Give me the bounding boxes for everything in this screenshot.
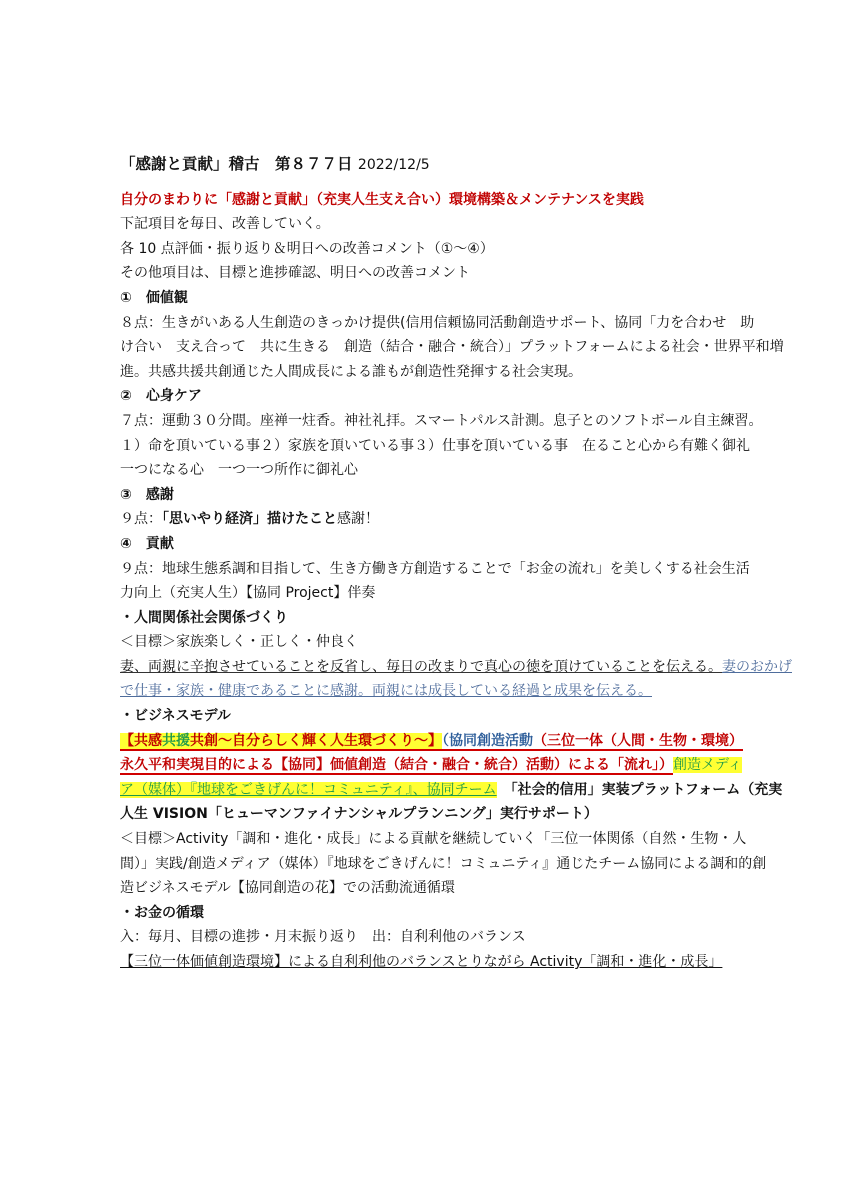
biz-kyoen: 共援: [162, 732, 190, 749]
business-goal-line: 間）」実践/創造メディア（媒体）『地球をごきげんに！コミュニティ』通じたチーム協同による調和的創: [120, 855, 767, 872]
business-goal-line: ＜目標＞Activity「調和・進化・成長」による貢献を継続していく「三位一体関係（自然・生物・人: [120, 831, 747, 848]
business-line-3: [120, 778, 783, 803]
section-contribution-line: 力向上（充実人生）【協同 Project】伴奏: [120, 585, 376, 602]
title-text: 「感謝と貢献」稽古 第８７７日: [120, 155, 353, 173]
section-contribution-line: ９点：地球生態系調和目指して、生き方働き方創造することで「お金の流れ」を美しくする社会生活: [120, 560, 750, 577]
biz-trinity: （三位一体（人間・生物・環境）: [533, 732, 743, 749]
section-values-line: け合い 支え合って 共に生きる 創造（結合・融合・統合）」プラットフォームによる社会・世界平和増: [120, 339, 784, 356]
money-balance: による自利利他のバランスとりながら Activity「調和・進化・成長」: [288, 954, 723, 970]
gratitude-suffix: 感謝！: [337, 511, 379, 528]
date-text: 2022/12/5: [357, 157, 430, 173]
relationships-thanks: 妻のおかげ: [722, 658, 792, 675]
relationships-reflection: 妻、両親に辛抱させていることを反省し、毎日の改まりで真心の徳を頂けていることを伝える。: [120, 658, 722, 675]
intro-line-3: その他項目は、目標と進捗確認、明日への改善コメント: [120, 265, 470, 282]
money-heading: ・お金の循環: [120, 904, 204, 921]
section-care-line: 一つになる心 一つ一つ所作に御礼心: [120, 462, 358, 479]
section-values-line: 進。共感共援共創通じた人間成長による誰もが創造性発揮する社会実現。: [120, 363, 582, 380]
biz-media-rest: ア（媒体）『地球をごきげんに！コミュニティ』、協同チーム: [120, 781, 497, 798]
business-model-heading: ・ビジネスモデル: [120, 708, 231, 725]
document-page: [120, 152, 792, 975]
section-gratitude-line: [120, 507, 740, 532]
biz-tagline: ～自分らしく輝く人生環づくり～】: [218, 732, 442, 749]
intro-line-2: 各 10 点評価・振り返り＆明日への改善コメント（①～④）: [120, 240, 494, 257]
page-title: [120, 152, 740, 178]
section-gratitude-heading: ③ 感謝: [120, 486, 174, 503]
relationships-goal: ＜目標＞家族楽しく・正しく・仲良く: [120, 634, 358, 651]
theme-line: 自分のまわりに「感謝と貢献」（充実人生支え合い）環境構築＆メンテナンスを実践: [120, 191, 644, 208]
money-environment: 【三位一体価値創造環境】: [120, 954, 288, 970]
business-line-2: [120, 753, 740, 778]
relationships-line: で仕事・家族・健康であることに感謝。両親には成長している経過と成果を伝える。: [120, 683, 652, 700]
biz-peace-purpose: 永久平和実現目的による【協同】価値創造（結合・融合・統合）活動）による「流れ」）: [120, 757, 673, 774]
gratitude-bold-text: 「思いやり経済」描けたこと: [162, 511, 337, 528]
business-line-1: [120, 729, 743, 754]
biz-bracket-open: 【共感: [120, 732, 162, 749]
money-line-1: 入：毎月、目標の進捗・月末振り返り 出：自利利他のバランス: [120, 929, 526, 946]
business-line-4: 人生 VISION「ヒューマンファイナンシャルプランニング」実行サポート）: [120, 806, 598, 823]
section-care-heading: ② 心身ケア: [120, 388, 202, 405]
biz-media-start: 創造メディ: [673, 757, 742, 774]
relationships-heading: ・人間関係社会関係づくり: [120, 609, 288, 626]
section-care-line: ７点：運動３０分間。座禅一炷香。神社礼拝。スマートパルス計測。息子とのソフトボール自主練習。: [120, 412, 763, 429]
section-values-line: ８点：生きがいある人生創造のきっかけ提供(信用信頼協同活動創造サポート、協同「力を合わせ 助: [120, 314, 755, 331]
intro-line-1: 下記項目を毎日、改善していく。: [120, 216, 330, 233]
biz-kyoso: 共創: [190, 732, 218, 749]
biz-activity: （協同創造活動: [442, 732, 533, 749]
section-contribution-heading: ④ 貢献: [120, 535, 174, 552]
business-goal-line: 造ビジネスモデル【協同創造の花】での活動流通循環: [120, 880, 455, 897]
gratitude-score: ９点：: [120, 511, 162, 528]
section-values-heading: ① 価値観: [120, 289, 188, 306]
biz-platform: 「社会的信用」実装プラットフォーム（充実: [510, 781, 783, 798]
relationships-line: [120, 655, 792, 680]
money-line-2: [120, 950, 740, 975]
section-care-line: １）命を頂いている事２）家族を頂いている事３）仕事を頂いている事 在ること心から有難く御礼: [120, 437, 750, 454]
